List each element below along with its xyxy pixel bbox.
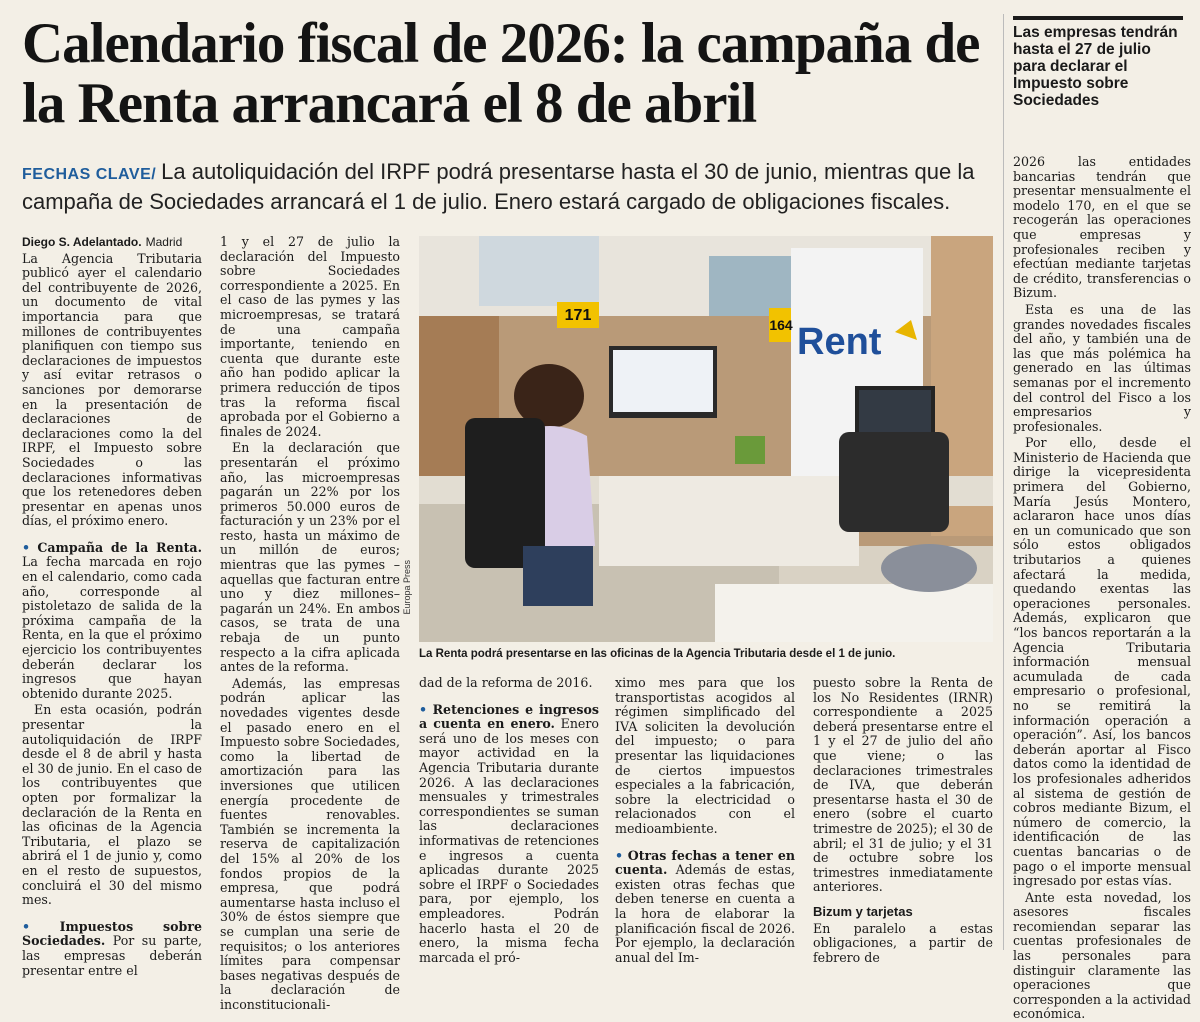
column-divider bbox=[1003, 14, 1004, 950]
section-campana-renta: • Campaña de la Renta. La fecha marcada en rojo en el calendario, como cada año, corresponde al pistoletazo de salida de la próxima campaña de la Renta, en la que el próximo ejercicio los contribuyentes deberán declarar los ingresos que hayan obtenido durante 2025. bbox=[22, 539, 202, 701]
paragraph: Por ello, desde el Ministerio de Hacienda que dirige la vicepresidenta primera del Gobierno, María Jesús Montero, aclararon hace unos días en un comunicado que son sólo estos obligados tributarios a quienes afectará la medida, quedando exentas las operaciones personales. Además, explicaron que “los bancos reportarán a la Agencia Tributaria información mensual acumulada de cada empresario o profesional, no se remitirá la información operación a operación”. Así, los bancos deberán aportar al Fisco datos como la identidad de los profesionales adheridos al sistema de gestión de cobros mediante Bizum, el número de comercio, la identificación de las cuentas bancarias o de pago o el importe mensual ingresado por estas vías. bbox=[1013, 435, 1191, 889]
paragraph: En la declaración que presentarán el próximo año, las microempresas pagarán un 22% por los primeros 50.000 euros de facturación y un 23% por el resto, hasta un máximo de un millón de euros; mientras que las pymes –aquellas que facturan entre uno y diez millones– pagarán un 24%. En ambos casos, se trata de una rebaja de un punto respecto a la cifra aplicada antes de la reforma. bbox=[220, 440, 400, 675]
subhead bbox=[22, 158, 997, 215]
sign-164: 164 bbox=[769, 317, 793, 333]
column-4 bbox=[615, 675, 795, 965]
sidebar-subtitle: Las empresas tendrán hasta el 27 de julio para declarar el Impuesto sobre Sociedades bbox=[1013, 16, 1183, 109]
section-retenciones: • Retenciones e ingresos a cuenta en enero. Enero será uno de los meses con mayor actividad en la Agencia Tributaria durante 2026. A las declaraciones mensuales y trimestrales correspondientes se suman las declaraciones informativas de retenciones e ingresos a cuenta aplicadas durante 2025 sobre el IRPF o Sociedades para, por ejemplo, los empleadores. Podrán hacerlo hasta el 20 de enero, la misma fecha marcada el pró- bbox=[419, 701, 599, 965]
paragraph: dad de la reforma de 2016. bbox=[419, 675, 593, 690]
subhead-text: La autoliquidación del IRPF podrá presentarse hasta el 30 de junio, mientras que la campaña de Sociedades arrancará el 1 de julio. Enero estará cargado de obligaciones fiscales. bbox=[22, 159, 975, 214]
photo-caption: La Renta podrá presentarse en las oficinas de la Agencia Tributaria desde el 1 de junio. bbox=[419, 648, 896, 660]
headline: Calendario fiscal de 2026: la campaña de la Renta arrancará el 8 de abril bbox=[22, 12, 980, 135]
sign-171: 171 bbox=[564, 307, 592, 324]
paragraph: 2026 las entidades bancarias tendrán que presentar mensualmente el modelo 170, en el que se recogerán las operaciones que empresas y profesionales reciben y efectúan mediante tarjetas de crédito, transferencias o Bizum. bbox=[1013, 154, 1191, 301]
section-sociedades: • Impuestos sobre Sociedades. Por su parte, las empresas deberán presentar entre el bbox=[22, 918, 202, 978]
column-5 bbox=[813, 675, 993, 965]
photo-credit: Europa Press bbox=[402, 560, 412, 615]
paragraph: 1 y el 27 de julio la declaración del Impuesto sobre Sociedades correspondiente a 2025. En el caso de las pymes y las microempresas, se tratará de una campaña importante, teniendo en cuenta que durante este año han podido aplicar la primera reducción de tipos tras la reforma fiscal aprobada por el Gobierno a finales de 2024. bbox=[220, 234, 400, 439]
paragraph: Además, las empresas podrán aplicar las novedades vigentes desde el pasado enero en el Impuesto sobre Sociedades, como la libertad de amortización para las inversiones que utilicen energía procedente de fuentes renovables. También se incrementa la reserva de capitalización del 15% al 20% de los fondos propios de la empresa, que podrá aumentarse hasta incluso el 30% de éstos siempre que se cumplan una serie de requisitos; o los anteriores límites para compensar bases negativas después de la declaración de inconstitucionali- bbox=[220, 675, 400, 1012]
paragraph: Ante esta novedad, los asesores fiscales recomiendan separar las cuentas profesionales de las personales para distinguir claramente las operaciones que corresponden a la actividad económica. bbox=[1013, 889, 1191, 1022]
column-2 bbox=[220, 234, 400, 1012]
column-1 bbox=[22, 235, 202, 978]
byline: Diego S. Adelantado. Madrid bbox=[22, 235, 183, 249]
column-3 bbox=[419, 675, 599, 965]
column-6 bbox=[1013, 154, 1191, 1022]
paragraph: puesto sobre la Renta de los No Residentes (IRNR) correspondiente a 2025 deberá presentarse entre el 1 y el 27 de julio del año que viene; o las declaraciones trimestrales de IVA, que deberán presentarse hasta el 30 de enero (sobre el cuarto trimestre de 2025); el 30 de abril; el 31 de julio; y el 31 de octubre sobre los trimestres inmediatamente anteriores. bbox=[813, 675, 993, 895]
paragraph: ximo mes para que los transportistas acogidos al régimen simplificado del IVA soliciten la devolución del impuesto; o para presentar las liquidaciones de ciertos impuestos especiales a la fabricación, sobre la electricidad o relacionados con el medioambiente. bbox=[615, 675, 795, 836]
renta-banner-text: Rent bbox=[797, 321, 882, 363]
paragraph: La Agencia Tributaria publicó ayer el calendario del contribuyente de 2026, un documento de vital importancia para que millones de contribuyentes planifiquen con tiempo sus declaraciones de impuestos y así evitar retrasos o sanciones por demorarse en la presentación de declaraciones de declaraciones como la del IRPF, el Impuesto sobre Sociedades o las declaraciones informativas que los retenedores deben presentar en apenas unos días, el próximo enero. bbox=[22, 250, 202, 529]
paragraph: Esta es una de las grandes novedades fiscales del año, y también una de las que más polémica ha generado en las últimas semanas por el incremento del control del Fisco a los empresarios y profesionales. bbox=[1013, 301, 1191, 434]
paragraph: En paralelo a estas obligaciones, a partir de febrero de bbox=[813, 920, 993, 965]
office-photo bbox=[419, 236, 993, 642]
paragraph: En esta ocasión, podrán presentar la autoliquidación de IRPF desde el 8 de abril y hasta el 30 de junio. En el caso de los contribuyentes que opten por formalizar la declaración de la Renta en las oficinas de la Agencia Tributaria, el plazo se abrirá el 1 de junio y, como en el resto de supuestos, concluirá el 30 del mismo mes. bbox=[22, 702, 202, 908]
section-otras-fechas: • Otras fechas a tener en cuenta. Además de estas, existen otras fechas que deben tenerse en cuenta a la hora de elaborar la planificación fiscal de 2026. Por ejemplo, la declaración anual del Im- bbox=[615, 847, 795, 965]
kicker: FECHAS CLAVE/ bbox=[22, 166, 162, 183]
subtitle-bizum: Bizum y tarjetas bbox=[813, 903, 913, 919]
